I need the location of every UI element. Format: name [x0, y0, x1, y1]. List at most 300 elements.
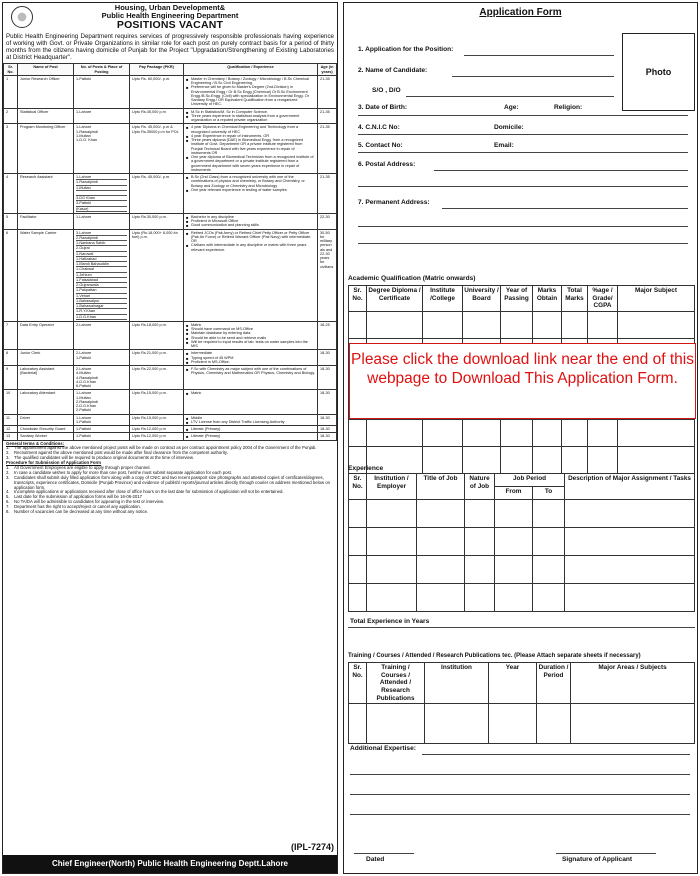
- training-table: [348, 662, 695, 744]
- academic-row-cell: [588, 447, 618, 474]
- experience-row-cell: [417, 584, 465, 612]
- qualification-item: ■ Middle: [186, 416, 315, 420]
- qualification-item: ■ Retired JCOs (Pak Army) or Retired Chief Petty Officer or Petty Officer (Pak Air Force) or Retired Warrant Officer (Pak Navy) with intermediate. OR: [186, 231, 315, 244]
- post-location: 1-Pattoki: [76, 355, 91, 360]
- experience-row-cell: [417, 556, 465, 584]
- field-permanent-label: 7. Permanent Address:: [358, 199, 430, 206]
- academic-row-cell: [501, 312, 533, 339]
- qualification-item: ■ Literate (Primary): [186, 434, 315, 438]
- training-header-course: Training / Courses / Attended / Research Publications: [367, 663, 425, 704]
- post-name: Data Entry Operator: [18, 321, 74, 350]
- signature-label: Signature of Applicant: [562, 856, 633, 863]
- post-qualification: [184, 433, 318, 440]
- academic-header-marks: Marks Obtain: [533, 286, 562, 312]
- field-position-line: [464, 55, 614, 56]
- experience-row-cell: [495, 556, 533, 584]
- post-pay: Upto Rs.12,000 p.m: [130, 426, 184, 433]
- academic-row-cell: [501, 447, 533, 474]
- post-location: 1-Lahore: [76, 214, 92, 219]
- academic-row-cell: [367, 312, 423, 339]
- experience-row-cell: [565, 584, 695, 612]
- qualification-item: ■ Matric: [186, 323, 315, 327]
- ad-header: [3, 3, 337, 31]
- item-number: 2.: [6, 469, 10, 475]
- post-location: 1-Mandi Bahauddin: [76, 262, 127, 267]
- experience-row-cell: [367, 500, 417, 528]
- academic-row-cell: [618, 420, 695, 447]
- post-location: 3-Pattoki: [76, 201, 127, 206]
- post-location: 1-Chakwal: [76, 267, 127, 272]
- qualification-item: ■ Preference will be given to Master's Degree (2nd-Division) in Environmental Engg / Or B.Sc Engg (Chemical) Or B.Sc Environment Engg./B.Sc.Engg. (Civil) with specialization in Environmental Engg. Or Sanitary Engg./ OR Equivalent Qualification from a reorganized University of HEC.: [186, 85, 315, 106]
- ipl-number: (IPL-7274): [290, 842, 334, 852]
- post-sr: 5: [4, 213, 18, 229]
- post-qualification: [184, 229, 318, 321]
- post-location: 1-Pattoki: [76, 76, 91, 81]
- experience-row-cell: [465, 528, 495, 556]
- post-location: 1-Bahawalnagar: [76, 304, 127, 309]
- qualification-list: [186, 391, 315, 395]
- post-location: 1-Multan: [76, 133, 91, 138]
- post-age: 18-30: [318, 390, 337, 414]
- qualification-list: [186, 434, 315, 438]
- post-location: 1-Pattoki: [76, 434, 91, 439]
- item-text: The appointment against the above mentioned project posts will be made on contract as per contract appointment policy 2004 of the Government of the Punjab.: [14, 445, 317, 451]
- header-posting: No. of Posts & Place of Posting: [74, 64, 130, 76]
- post-location: 1-D.G. Khan: [76, 138, 98, 143]
- total-experience-line: [348, 627, 695, 628]
- procedure-item: [6, 476, 334, 491]
- qualification-item: ■ Intermediate: [186, 351, 315, 355]
- post-location: 1-Lahore: [76, 175, 127, 180]
- academic-row-cell: [349, 312, 367, 339]
- post-location: 1-Lahore: [76, 109, 92, 114]
- post-qualification: [184, 366, 318, 390]
- additional-line-4: [350, 814, 690, 815]
- post-row: [4, 75, 337, 108]
- procedure-item: [6, 510, 334, 515]
- field-dob-line: [358, 115, 688, 116]
- experience-row-cell: [349, 500, 367, 528]
- experience-row-cell: [565, 500, 695, 528]
- academic-header-row: [349, 286, 695, 312]
- post-location: 1-Vehari: [76, 294, 127, 299]
- experience-row: [349, 528, 695, 556]
- post-name: Junior Research Officer: [18, 75, 74, 108]
- post-location: 1-Rawalpindi: [76, 180, 127, 185]
- post-location: 1-Narowal: [76, 252, 127, 257]
- post-pay: Upto Rs.21,000 p.m.: [130, 350, 184, 366]
- experience-title: Experience: [348, 465, 384, 472]
- post-locations: [74, 108, 130, 124]
- post-row: [4, 390, 337, 414]
- qualification-list: [186, 351, 315, 364]
- training-header-year: Year: [489, 663, 537, 704]
- qualification-item: ■ 4 year Diploma in Chemical Engineering and Technology from a recognized university of HEC: [186, 125, 315, 134]
- field-contact-line: [358, 152, 688, 153]
- post-name: Research Assistant: [18, 174, 74, 214]
- post-age: 18-25: [318, 321, 337, 350]
- training-header-areas: Major Areas / Subjects: [571, 663, 695, 704]
- qualification-item: ■ Civilians with intermediate in any discipline or matric with three years relevant experience.: [186, 243, 315, 252]
- post-row: [4, 350, 337, 366]
- item-number: 4.: [6, 489, 10, 495]
- qualification-item: ■ B.Sc (2nd Class) from a recognized university with one of the combinations of physics and chemistry, or Botany and Chemistry, or Botany and Zoology or Chemistry and Microbiology: [186, 175, 315, 188]
- post-location: 4-D.G.Khan: [76, 379, 97, 384]
- experience-table: [348, 473, 695, 612]
- experience-header-from: From: [495, 487, 533, 500]
- post-name: Laboratory Attendant: [18, 390, 74, 414]
- job-advertisement: [2, 2, 338, 874]
- post-location: 1-Pattoki: [76, 427, 91, 432]
- post-name: Chowkidar /Security Guard: [18, 426, 74, 433]
- field-name-label: 2. Name of Candidate:: [358, 67, 428, 74]
- item-text: In case a candidate wishes to apply for more than one post, he/she must submit separate application for each post.: [14, 469, 232, 475]
- posts-table: [3, 63, 337, 440]
- training-header-row: [349, 663, 695, 704]
- post-qualification: [184, 390, 318, 414]
- signature-line: [556, 853, 656, 854]
- photo-box: Photo: [622, 33, 695, 111]
- post-locations: [74, 390, 130, 414]
- header-pay: Pay Package (PKR): [130, 64, 184, 76]
- post-row: [4, 174, 337, 214]
- header-post: Name of Post: [18, 64, 74, 76]
- post-pay: Upto (Rs.18,000+ 8,000 for fuel) p.m.: [130, 229, 184, 321]
- post-qualification: [184, 350, 318, 366]
- post-sr: 8: [4, 350, 18, 366]
- post-location: 6-Pattoki: [76, 384, 91, 389]
- training-row-cell: [425, 704, 489, 744]
- experience-row-cell: [349, 528, 367, 556]
- qualification-list: [186, 110, 315, 123]
- academic-title: Academic Qualification (Matric onwards): [348, 275, 476, 282]
- post-pay: Upto Rs.22,000 p.m.: [130, 366, 184, 390]
- post-pay: Upto Rs. 45,000/- p.m & Upto Rs.35000 p.m for POL: [130, 124, 184, 174]
- post-sr: 4: [4, 174, 18, 214]
- post-location: 1-Pakpattan: [76, 288, 127, 293]
- experience-header-to: To: [533, 487, 565, 500]
- post-age: 22-30: [318, 213, 337, 229]
- academic-row-cell: [463, 312, 501, 339]
- post-pay: Upto Rs. 45,000/- p.m.: [130, 174, 184, 214]
- item-number: 2.: [6, 450, 10, 456]
- qualification-item: ■ Matric: [186, 391, 315, 395]
- post-location: 1-Hafizabad: [76, 257, 127, 262]
- post-locations: [74, 350, 130, 366]
- qualification-item: ■ Proficient in Microsoft Office: [186, 219, 315, 223]
- training-header-sr: Sr. No.: [349, 663, 367, 704]
- post-sr: 11: [4, 414, 18, 426]
- post-location: 1-Pattoki: [76, 419, 91, 424]
- experience-row-cell: [417, 528, 465, 556]
- post-location: 1-Multan: [76, 186, 127, 191]
- academic-header-year: Year of Passing: [501, 286, 533, 312]
- terms-heading: General terms & Conditions:: [6, 440, 65, 446]
- post-name: Program Monitoring Officer: [18, 124, 74, 174]
- item-number: 6.: [6, 499, 10, 505]
- post-age: 18-30: [318, 366, 337, 390]
- academic-header-degree: Degree Diploma / Certificate: [367, 286, 423, 312]
- field-email-label: Email:: [494, 142, 514, 149]
- experience-row-cell: [465, 584, 495, 612]
- experience-row: [349, 556, 695, 584]
- experience-row-cell: [533, 500, 565, 528]
- header-sr: Sr. No.: [4, 64, 18, 76]
- post-locations: [74, 229, 130, 321]
- qualification-list: [186, 367, 315, 376]
- qualification-item: ■ One year relevant experience in testing of water samples: [186, 188, 315, 192]
- post-location: 1-R.Y.Khan: [76, 309, 127, 314]
- training-header-institution: Institution: [425, 663, 489, 704]
- experience-row: [349, 500, 695, 528]
- post-location: 1-Faisalabad: [76, 278, 127, 283]
- post-location: 4-Rawalpindi: [76, 375, 98, 380]
- field-position-label: 1. Application for the Position:: [358, 46, 454, 53]
- post-name: Sanitary Worker: [18, 433, 74, 440]
- item-text: Recruitment against the above mentioned post would be made after final clearance from the competent authority.: [14, 450, 228, 456]
- post-age: 18-30: [318, 433, 337, 440]
- academic-header-sr: Sr. No.: [349, 286, 367, 312]
- academic-row: [349, 447, 695, 474]
- post-qualification: [184, 124, 318, 174]
- item-number: 3.: [6, 474, 10, 480]
- item-number: 1.: [6, 464, 10, 470]
- post-location: (Kasur): [76, 207, 127, 212]
- qualification-item: ■ 4 year Experience in repair of instruments. OR: [186, 134, 315, 138]
- qualification-item: ■ Proficient in MS-Office.: [186, 360, 315, 364]
- post-location: 2-Lahore: [76, 322, 92, 327]
- post-location: 3-Lahore: [76, 231, 127, 236]
- procedure-heading: Procedure for Submission of Application Form: [6, 460, 101, 466]
- item-text: Department has the right to accept/reject or cancel any application.: [14, 504, 141, 510]
- additional-line-3: [350, 794, 690, 795]
- item-number: 3.: [6, 455, 10, 461]
- post-locations: [74, 174, 130, 214]
- academic-header-board: University / Board: [463, 286, 501, 312]
- post-age: 21-35: [318, 124, 337, 174]
- academic-header-total: Total Marks: [562, 286, 588, 312]
- item-text: The qualified candidates will be required to produce original documents at the time of interview.: [14, 455, 194, 461]
- additional-line-1: [422, 754, 690, 755]
- training-row-cell: [349, 704, 367, 744]
- post-location: 1-Rawalpindi: [76, 129, 98, 134]
- academic-row-cell: [533, 447, 562, 474]
- post-location: 4-Multan: [76, 371, 91, 376]
- training-title: Training / Courses / Attended / Research Publications tec. (Please Attach separate sheets if necessary): [348, 653, 641, 659]
- qualification-item: ■ Literate (Primary): [186, 427, 315, 431]
- posts-body: [4, 75, 337, 440]
- training-row: [349, 704, 695, 744]
- field-so-label: S/O , D/O: [372, 87, 401, 94]
- total-experience-label: Total Experience in Years: [350, 618, 430, 625]
- post-row: [4, 124, 337, 174]
- experience-header-sr: Sr. No.: [349, 474, 367, 500]
- post-sr: 3: [4, 124, 18, 174]
- procedure-list: [6, 466, 334, 515]
- post-age: 30-50 for military person als and 22-30 years for civilians: [318, 229, 337, 321]
- training-row-cell: [367, 704, 425, 744]
- post-locations: [74, 433, 130, 440]
- qualification-item: ■ Will be required to input results of lab. tests on water samples into the MIS: [186, 340, 315, 349]
- qualification-item: ■ Should have command on MS-Office: [186, 327, 315, 331]
- experience-row-cell: [367, 528, 417, 556]
- field-age-label: Age:: [504, 104, 519, 111]
- experience-row-cell: [495, 500, 533, 528]
- experience-row-cell: [533, 584, 565, 612]
- academic-row-cell: [367, 420, 423, 447]
- ad-title: POSITIONS VACANT: [116, 18, 224, 31]
- experience-row-cell: [565, 556, 695, 584]
- experience-row-cell: [349, 584, 367, 612]
- post-row: [4, 433, 337, 440]
- form-title: Application Form: [479, 7, 562, 18]
- academic-row: [349, 420, 695, 447]
- post-row: [4, 229, 337, 321]
- post-row: [4, 213, 337, 229]
- post-pay: Upto Rs.15,000 p.m.: [130, 414, 184, 426]
- post-age: 21-35: [318, 108, 337, 124]
- field-cnic-line: [358, 134, 688, 135]
- post-locations: [74, 75, 130, 108]
- experience-row: [349, 584, 695, 612]
- department-line-2: Public Health Engineering Department: [101, 10, 239, 20]
- academic-row-cell: [562, 312, 588, 339]
- field-permanent-line-3: [358, 243, 688, 244]
- post-name: Statistical Officer: [18, 108, 74, 124]
- experience-header-description: Description of Major Assignment / Tasks: [565, 474, 695, 500]
- post-pay: Upto Rs. 60,000/- p.m.: [130, 75, 184, 108]
- post-qualification: [184, 321, 318, 350]
- item-number: 5.: [6, 494, 10, 500]
- post-location: 2-Pattoki: [76, 408, 91, 413]
- post-qualification: [184, 75, 318, 108]
- experience-row-cell: [349, 556, 367, 584]
- experience-row-cell: [533, 556, 565, 584]
- post-location: 1-Lahore: [76, 415, 92, 420]
- download-notice: Please click the download link near the end of this webpage to Download This Application Form.: [349, 343, 696, 419]
- item-text: Number of vacancies can be decreased at any time without any notice.: [14, 508, 149, 514]
- qualification-item: ■ Master in Chemistry / Botany / Zoology / Microbiology / B.Sc Chemical Engineering / B.Sc Civil Engineering.: [186, 77, 315, 86]
- department-line-1: Housing, Urban Development&: [114, 3, 226, 12]
- field-so-line: [406, 96, 614, 97]
- experience-row-cell: [495, 584, 533, 612]
- academic-header-grade: %age / Grade/ CGPA: [588, 286, 618, 312]
- post-locations: [74, 321, 130, 350]
- academic-row: [349, 312, 695, 339]
- academic-row-cell: [618, 312, 695, 339]
- experience-header-employer: Institution / Employer: [367, 474, 417, 500]
- qualification-list: [186, 77, 315, 107]
- post-row: [4, 426, 337, 433]
- post-sr: 1: [4, 75, 18, 108]
- post-location: 2-Rawalpindi: [76, 399, 98, 404]
- post-name: Facilitator: [18, 213, 74, 229]
- dated-label: Dated: [366, 856, 385, 863]
- qualification-list: [186, 427, 315, 431]
- post-pay: Upto Rs.15,000 p.m.: [130, 390, 184, 414]
- post-sr: 7: [4, 321, 18, 350]
- experience-row-cell: [417, 500, 465, 528]
- post-location: 2-Lahore: [76, 367, 92, 372]
- post-location: 2-D.G.Khan: [76, 404, 97, 409]
- item-text: Incomplete applications or applications received after close of office hours on the last date for submission of application will not be entertained.: [14, 489, 284, 495]
- experience-row-cell: [465, 500, 495, 528]
- qualification-item: ■ Should be able to be send and retrieve mails: [186, 336, 315, 340]
- post-age: 18-30: [318, 350, 337, 366]
- post-locations: [74, 426, 130, 433]
- qualification-item: ■ Bachelor in any discipline: [186, 215, 315, 219]
- post-pay: Upto Rs.30,000 p.m.: [130, 213, 184, 229]
- post-sr: 9: [4, 366, 18, 390]
- field-cnic-label: 4. C.N.I.C No:: [358, 124, 400, 131]
- post-sr: 12: [4, 426, 18, 433]
- academic-row-cell: [423, 312, 463, 339]
- academic-row-cell: [588, 420, 618, 447]
- post-qualification: [184, 108, 318, 124]
- header-age: Age (in years): [318, 64, 337, 76]
- item-number: 1.: [6, 445, 10, 451]
- post-location: 1-Jehlum: [76, 273, 127, 278]
- qualification-item: ■ Three years experience in statistical analysis from a government organization or a reputed private organization: [186, 114, 315, 123]
- field-postal-line-2: [358, 186, 688, 187]
- qualification-list: [186, 231, 315, 252]
- field-domicile-label: Domicile:: [494, 124, 524, 131]
- field-dob-label: 3. Date of Birth:: [358, 104, 408, 111]
- additional-expertise-label: Additional Expertise:: [350, 745, 416, 752]
- experience-row-cell: [465, 556, 495, 584]
- post-name: Water Sample Carrier: [18, 229, 74, 321]
- post-location: 1-Nankana Sahib: [76, 241, 127, 246]
- ad-intro: Public Health Engineering Department requires services of progressively responsible professionals having experience of working with Govt. or Private Organizations in similar role for each post on purely contract basis for a period of thirty months from the citizens having domicile of Punjab for the Project "Upgradation/Strengthening of Existing Laboratories at District Headquarter".: [6, 32, 334, 62]
- academic-row-cell: [349, 420, 367, 447]
- post-location: 1-Lahore: [76, 391, 92, 396]
- field-contact-label: 5. Contact No:: [358, 142, 403, 149]
- qualification-item: ■ LTV License from any District Traffic Licensing Authority: [186, 420, 315, 424]
- post-age: 18-30: [318, 414, 337, 426]
- post-location: 3-DG Khan: [76, 196, 127, 201]
- experience-row-cell: [495, 528, 533, 556]
- post-sr: 6: [4, 229, 18, 321]
- experience-header-row: [349, 474, 695, 487]
- item-number: 7.: [6, 504, 10, 510]
- experience-header-period: Job Period: [495, 474, 565, 487]
- application-form: [343, 2, 698, 874]
- post-age: 21-35: [318, 174, 337, 214]
- post-location: 1-Multan: [76, 395, 91, 400]
- item-text: No TA/DA will be admissible to candidates for appearing in the test or interview.: [14, 499, 164, 505]
- post-name: Junior Clerk: [18, 350, 74, 366]
- academic-header-institute: Institute /College: [423, 286, 463, 312]
- dated-line: [354, 853, 414, 854]
- header-qualification: Qualification / Experience: [184, 64, 318, 76]
- post-qualification: [184, 426, 318, 433]
- post-row: [4, 108, 337, 124]
- qualification-list: [186, 125, 315, 172]
- training-row-cell: [571, 704, 695, 744]
- item-text: Candidates shall submit duly filled application form along with a copy of CNIC and two recent passport size photographs and attested copies of certificates/degrees, transcripts, experience certificates, Domicile (Punjab Province) and evidence of publish/ reports/journal articles directly through courier on address mentioned below on application form.: [14, 474, 331, 490]
- post-qualification: [184, 414, 318, 426]
- academic-row-cell: [562, 447, 588, 474]
- post-age: 21-35: [318, 75, 337, 108]
- post-row: [4, 414, 337, 426]
- field-postal-label: 6. Postal Address:: [358, 161, 416, 168]
- post-qualification: [184, 174, 318, 214]
- terms-section: [3, 441, 337, 516]
- post-pay: Upto Rs.45,000 p.m: [130, 108, 184, 124]
- post-location: 2-Gujrat: [76, 246, 127, 251]
- field-postal-line-1: [434, 170, 688, 171]
- academic-row-cell: [533, 312, 562, 339]
